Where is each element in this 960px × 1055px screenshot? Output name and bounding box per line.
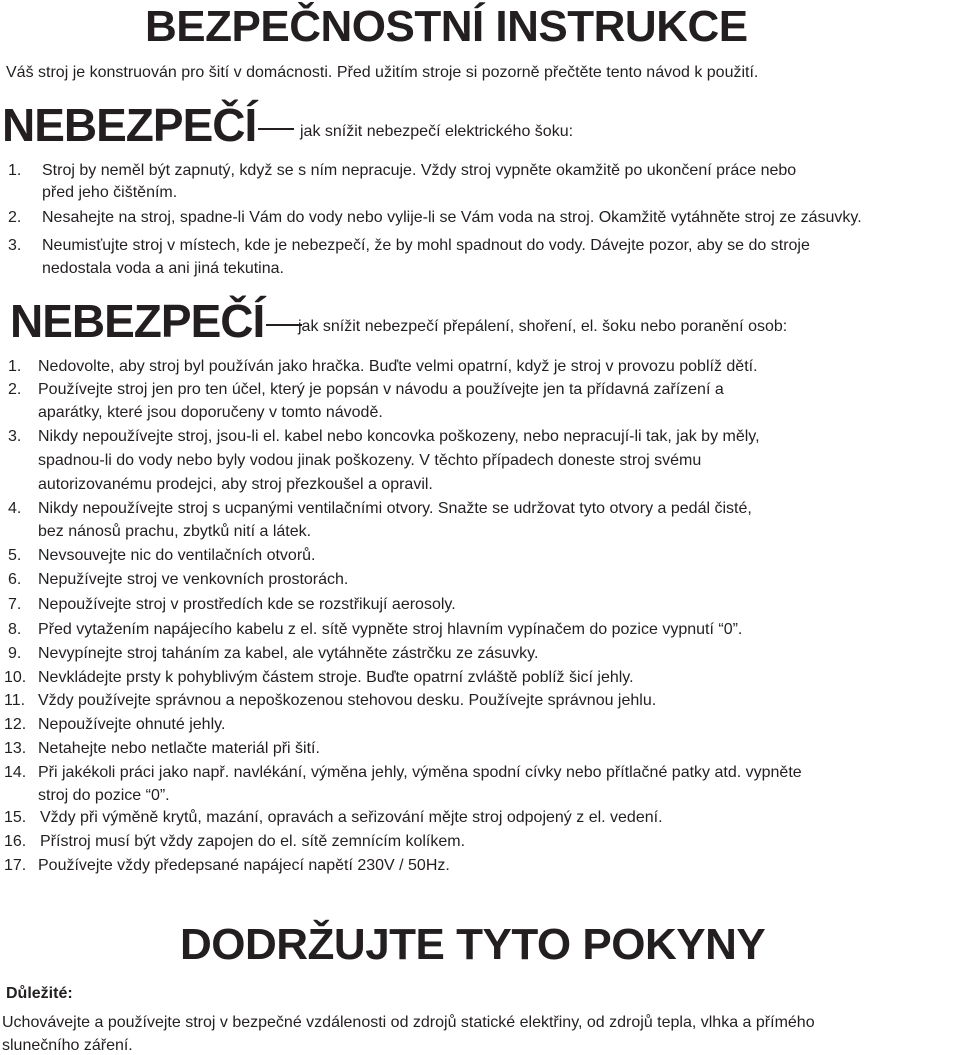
list-item-text: Používejte vždy předepsané napájecí napětí 230V / 50Hz. xyxy=(38,857,450,874)
heading-dash xyxy=(266,324,302,326)
important-text-line: slunečního záření. xyxy=(2,1037,133,1054)
list-item-number: 2. xyxy=(8,209,22,226)
list-item-number: 10. xyxy=(4,669,27,686)
list-item-number: 1. xyxy=(8,162,22,179)
list-item-number: 14. xyxy=(4,764,27,781)
danger-subtitle-2: jak snížit nebezpečí přepálení, shoření, el. šoku nebo poranění osob: xyxy=(298,318,788,335)
list-item-text: Nevsouvejte nic do ventilačních otvorů. xyxy=(38,547,316,564)
danger-heading-1 xyxy=(2,98,294,152)
list-item-number: 12. xyxy=(4,716,27,733)
list-item-number: 5. xyxy=(8,547,22,564)
list-item-text: nedostala voda a ani jiná tekutina. xyxy=(42,260,284,277)
danger-heading-2-text: NEBEZPEČÍ xyxy=(10,295,265,347)
list-item-text: Při jakékoli práci jako např. navlékání, výměna jehly, výměna spodní cívky nebo přítlačné patky atd. vypněte xyxy=(38,764,802,781)
heading-dash xyxy=(258,128,294,130)
list-item-number: 13. xyxy=(4,740,27,757)
list-item-text: Nedovolte, aby stroj byl používán jako hračka. Buďte velmi opatrní, když je stroj v provozu poblíž dětí. xyxy=(38,358,758,375)
list-item-text: spadnou-li do vody nebo byly vodou jinak poškozeny. V těchto případech doneste stroj svému xyxy=(38,452,702,469)
list-item-text: Přístroj musí být vždy zapojen do el. sítě zemnícím kolíkem. xyxy=(40,833,466,850)
list-item-text: bez nánosů prachu, zbytků nití a látek. xyxy=(38,523,312,540)
danger-subtitle-1: jak snížit nebezpečí elektrického šoku: xyxy=(300,123,574,140)
list-item-number: 1. xyxy=(8,358,22,375)
list-item-number: 4. xyxy=(8,500,22,517)
list-item-number: 9. xyxy=(8,645,22,662)
list-item-text: Netahejte nebo netlačte materiál při šití. xyxy=(38,740,320,757)
list-item-number: 16. xyxy=(4,833,27,850)
list-item-text: aparátky, které jsou doporučeny v tomto návodě. xyxy=(38,404,383,421)
list-item-text: Vždy používejte správnou a nepoškozenou stehovou desku. Používejte správnou jehlu. xyxy=(38,692,657,709)
list-item-number: 8. xyxy=(8,621,22,638)
list-item-text: Nevypínejte stroj taháním za kabel, ale vytáhněte zástrčku ze zásuvky. xyxy=(38,645,539,662)
list-item-text: Nesahejte na stroj, spadne-li Vám do vody nebo vylije-li se Vám voda na stroj. Okamžitě vytáhněte stroj ze zásuvky. xyxy=(42,209,862,226)
list-item-number: 6. xyxy=(8,571,22,588)
list-item-text: autorizovanému prodejci, aby stroj přezkoušel a opravil. xyxy=(38,476,433,493)
list-item-text: Před vytažením napájecího kabelu z el. sítě vypněte stroj hlavním vypínačem do pozice vypnutí “0”. xyxy=(38,621,743,638)
list-item-text: Nevkládejte prsty k pohyblivým částem stroje. Buďte opatrní zvláště poblíž šicí jehly. xyxy=(38,669,634,686)
list-item-number: 3. xyxy=(8,237,22,254)
list-item-text: stroj do pozice “0”. xyxy=(38,787,170,804)
list-item-number: 17. xyxy=(4,857,27,874)
list-item-text: Nikdy nepoužívejte stroj, jsou-li el. kabel nebo koncovka poškozeny, nebo nepracují-li tak, jak by měly, xyxy=(38,428,760,445)
observe-instructions-heading: DODRŽUJTE TYTO POKYNY xyxy=(180,920,766,969)
list-item-number: 7. xyxy=(8,596,22,613)
list-item-number: 11. xyxy=(4,692,26,709)
important-text-line: Uchovávejte a používejte stroj v bezpečné vzdálenosti od zdrojů statické elektřiny, od zdrojů tepla, vlhka a přímého xyxy=(2,1014,815,1031)
list-item-number: 3. xyxy=(8,428,22,445)
list-item-text: Používejte stroj jen pro ten účel, který je popsán v návodu a používejte jen ta přídavná zařízení a xyxy=(38,381,724,398)
list-item-number: 2. xyxy=(8,381,22,398)
list-item-text: Nepužívejte stroj ve venkovních prostorách. xyxy=(38,571,349,588)
list-item-text: Vždy při výměně krytů, mazání, opravách a seřizování mějte stroj odpojený z el. vedení. xyxy=(40,809,663,826)
list-item-number: 15. xyxy=(4,809,27,826)
intro-text: Váš stroj je konstruován pro šití v domácnosti. Před užitím stroje si pozorně přečtěte tento návod k použití. xyxy=(6,64,759,81)
list-item-text: Nepoužívejte stroj v prostředích kde se rozstřikují aerosoly. xyxy=(38,596,456,613)
list-item-text: před jeho čištěním. xyxy=(42,184,178,201)
list-item-text: Nikdy nepoužívejte stroj s ucpanými ventilačními otvory. Snažte se udržovat tyto otvory a pedál čisté, xyxy=(38,500,752,517)
danger-heading-2 xyxy=(10,294,302,348)
list-item-text: Stroj by neměl být zapnutý, když se s ním nepracuje. Vždy stroj vypněte okamžitě po ukončení práce nebo xyxy=(42,162,797,179)
list-item-text: Nepoužívejte ohnuté jehly. xyxy=(38,716,226,733)
list-item-text: Neumisťujte stroj v místech, kde je nebezpečí, že by mohl spadnout do vody. Dávejte pozor, aby se do stroje xyxy=(42,237,810,254)
danger-heading-1-text: NEBEZPEČÍ xyxy=(2,99,257,151)
important-label: Důležité: xyxy=(6,985,73,1002)
page-title: BEZPEČNOSTNÍ INSTRUKCE xyxy=(145,2,748,51)
